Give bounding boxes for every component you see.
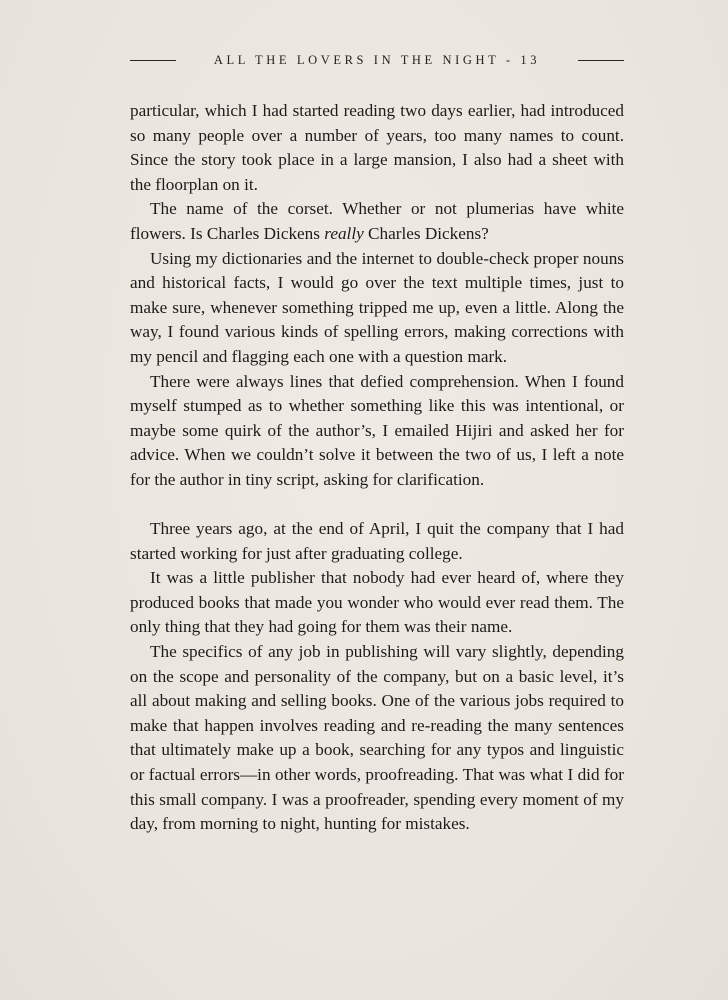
running-header xyxy=(130,50,624,70)
paragraph-5-text: Three years ago, at the end of April, I quit the company that I had started working for just after graduating college. xyxy=(130,519,624,563)
paragraph-2-text-a: The name of the corset. Whether or not plumerias have white flowers. Is Charles Dickens xyxy=(130,199,624,243)
paragraph-6 xyxy=(130,566,624,640)
paragraph-1-text: particular, which I had started reading two days earlier, had introduced so many people over a number of years, too many names to count. Since the story took place in a large mansion, I also had a sheet with the floorplan on it. xyxy=(130,101,624,194)
paragraph-7 xyxy=(130,640,624,837)
running-header-text: ALL THE LOVERS IN THE NIGHT - 13 xyxy=(213,52,541,67)
header-rule-right xyxy=(578,60,624,61)
paragraph-4 xyxy=(130,370,624,493)
paragraph-3 xyxy=(130,247,624,370)
paragraph-1 xyxy=(130,99,624,197)
paragraph-2-text-b: Charles Dickens? xyxy=(363,223,489,243)
body-text xyxy=(130,99,624,837)
header-rule-left xyxy=(130,60,176,61)
paragraph-2 xyxy=(130,197,624,246)
paragraph-2-emphasis: really xyxy=(324,223,364,243)
paragraph-7-text: The specifics of any job in publishing will vary slightly, depending on the scope and personality of the company, but on a basic level, it’s all about making and selling books. One of the various jobs required to make that happen involves reading and re-reading the many sentences that ultimately make up a book, searching for any typos and linguistic or factual errors—in other words, proofreading. That was what I did for this small company. I was a proofreader, spending every moment of my day, from morning to night, hunting for mistakes. xyxy=(130,642,624,834)
paragraph-5 xyxy=(130,517,624,566)
paragraph-6-text: It was a little publisher that nobody had ever heard of, where they produced books that made you wonder who would ever read them. The only thing that they had going for them was their name. xyxy=(130,568,624,637)
paragraph-3-text: Using my dictionaries and the internet to double-check proper nouns and historical facts, I would go over the text multiple times, just to make sure, whenever something tripped me up, even a little. Along the way, I found various kinds of spelling errors, making corrections with my pencil and flagging each one with a question mark. xyxy=(130,248,624,366)
paragraph-4-text: There were always lines that defied comprehension. When I found myself stumped as to whether something like this was intentional, or maybe some quirk of the author’s, I emailed Hijiri and asked her for advice. When we couldn’t solve it between the two of us, I left a note for the author in tiny script, asking for clarification. xyxy=(130,371,624,489)
